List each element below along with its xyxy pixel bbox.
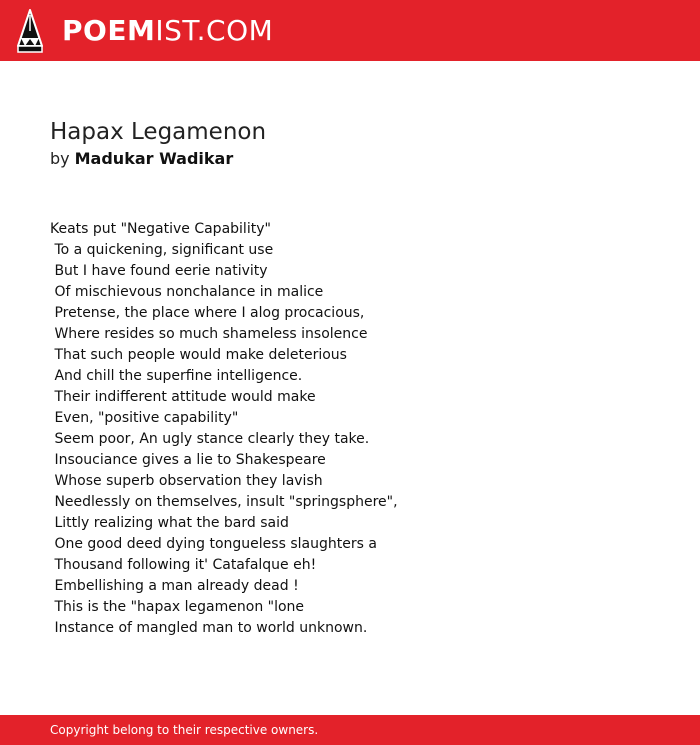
poem-line: Pretense, the place where I alog procacious, [50,305,365,321]
poem-line: Needlessly on themselves, insult "springsphere", [50,494,398,510]
poem-line: Where resides so much shameless insolence [50,326,368,342]
poem-body [50,219,670,639]
site-logo-text [62,14,274,47]
poem-line: But I have found eerie nativity [50,263,268,279]
poem-line: Their indifferent attitude would make [50,389,316,405]
author-name[interactable]: Madukar Wadikar [74,149,234,168]
poem-line: And chill the superfine intelligence. [50,368,303,384]
poem-line: Seem poor, An ugly stance clearly they take. [50,431,370,447]
byline [50,149,233,169]
poem-line: Embellishing a man already dead ! [50,578,299,594]
poem-line: To a quickening, significant use [50,242,274,258]
site-logo-link[interactable] [17,9,273,53]
poem-line: Whose superb observation they lavish [50,473,323,489]
poem-line: Insouciance gives a lie to Shakespeare [50,452,326,468]
poem-line: Of mischievous nonchalance in malice [50,284,324,300]
poem-line: Even, "positive capability" [50,410,239,426]
poem-line: Littly realizing what the bard said [50,515,289,531]
logo-bold-text: POEM [62,14,156,47]
site-footer [0,715,700,745]
poem-line: Keats put "Negative Capability" [50,221,271,237]
poem-title: Hapax Legamenon [50,119,267,145]
poem-line: Instance of mangled man to world unknown. [50,620,368,636]
pen-nib-icon [17,9,43,53]
by-label: by [50,149,70,168]
logo-light-text: IST.COM [155,14,274,47]
poem-line: This is the "hapax legamenon "lone [50,599,305,615]
poem-line: Thousand following it' Catafalque eh! [50,557,317,573]
site-header [0,0,700,61]
copyright-text: Copyright belong to their respective owners. [50,723,319,737]
poem-line: One good deed dying tongueless slaughters a [50,536,377,552]
poem-line: That such people would make deleterious [50,347,347,363]
